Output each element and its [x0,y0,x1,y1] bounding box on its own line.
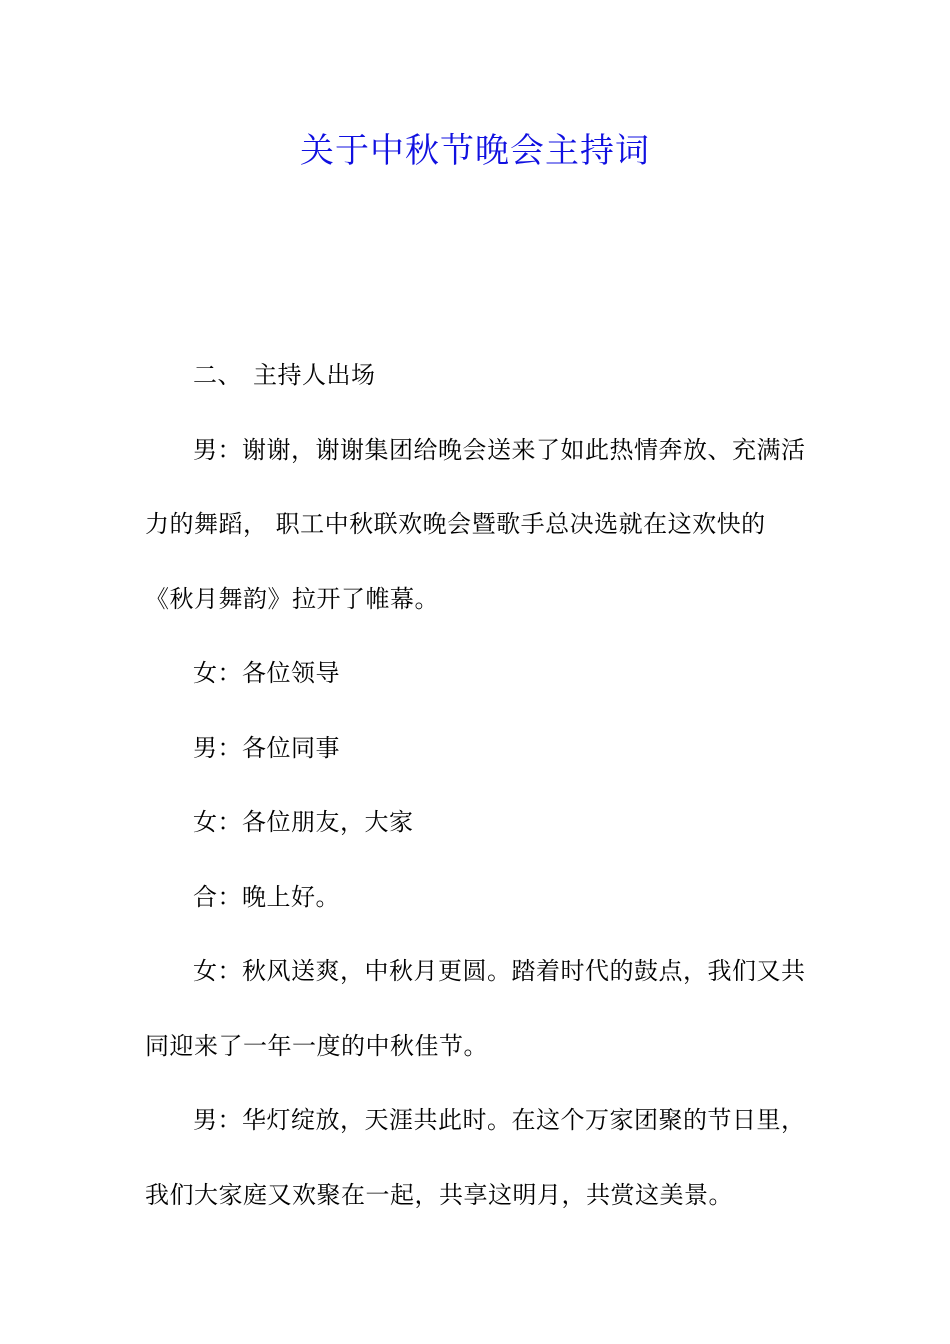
paragraph-male-lanterns: 男：华灯绽放，天涯共此时。在这个万家团聚的节日里，我们大家庭又欢聚在一起，共享这明月，共赏这美景。 [145,1106,806,1209]
paragraph-female-autumn: 女：秋风送爽，中秋月更圆。踏着时代的鼓点，我们又共同迎来了一年一度的中秋佳节。 [145,957,806,1060]
document-body [145,338,807,1232]
paragraph-male-colleagues: 男：各位同事 [193,733,340,762]
paragraph-together-greeting: 合：晚上好。 [193,882,340,911]
paragraph-female-leaders: 女：各位领导 [193,659,340,687]
document-title: 关于中秋节晚会主持词 [300,131,650,171]
section-number: 二、 [193,361,242,389]
paragraph-female-friends: 女：各位朋友，大家 [193,808,414,836]
section-heading [145,338,807,413]
section-title: 主持人出场 [253,361,376,389]
paragraph-male-thanks: 男：谢谢，谢谢集团给晚会送来了如此热情奔放、充满活力的舞蹈， 职工中秋联欢晚会暨歌手总决选就在这欢快的《秋月舞韵》拉开了帷幕。 [145,435,806,613]
